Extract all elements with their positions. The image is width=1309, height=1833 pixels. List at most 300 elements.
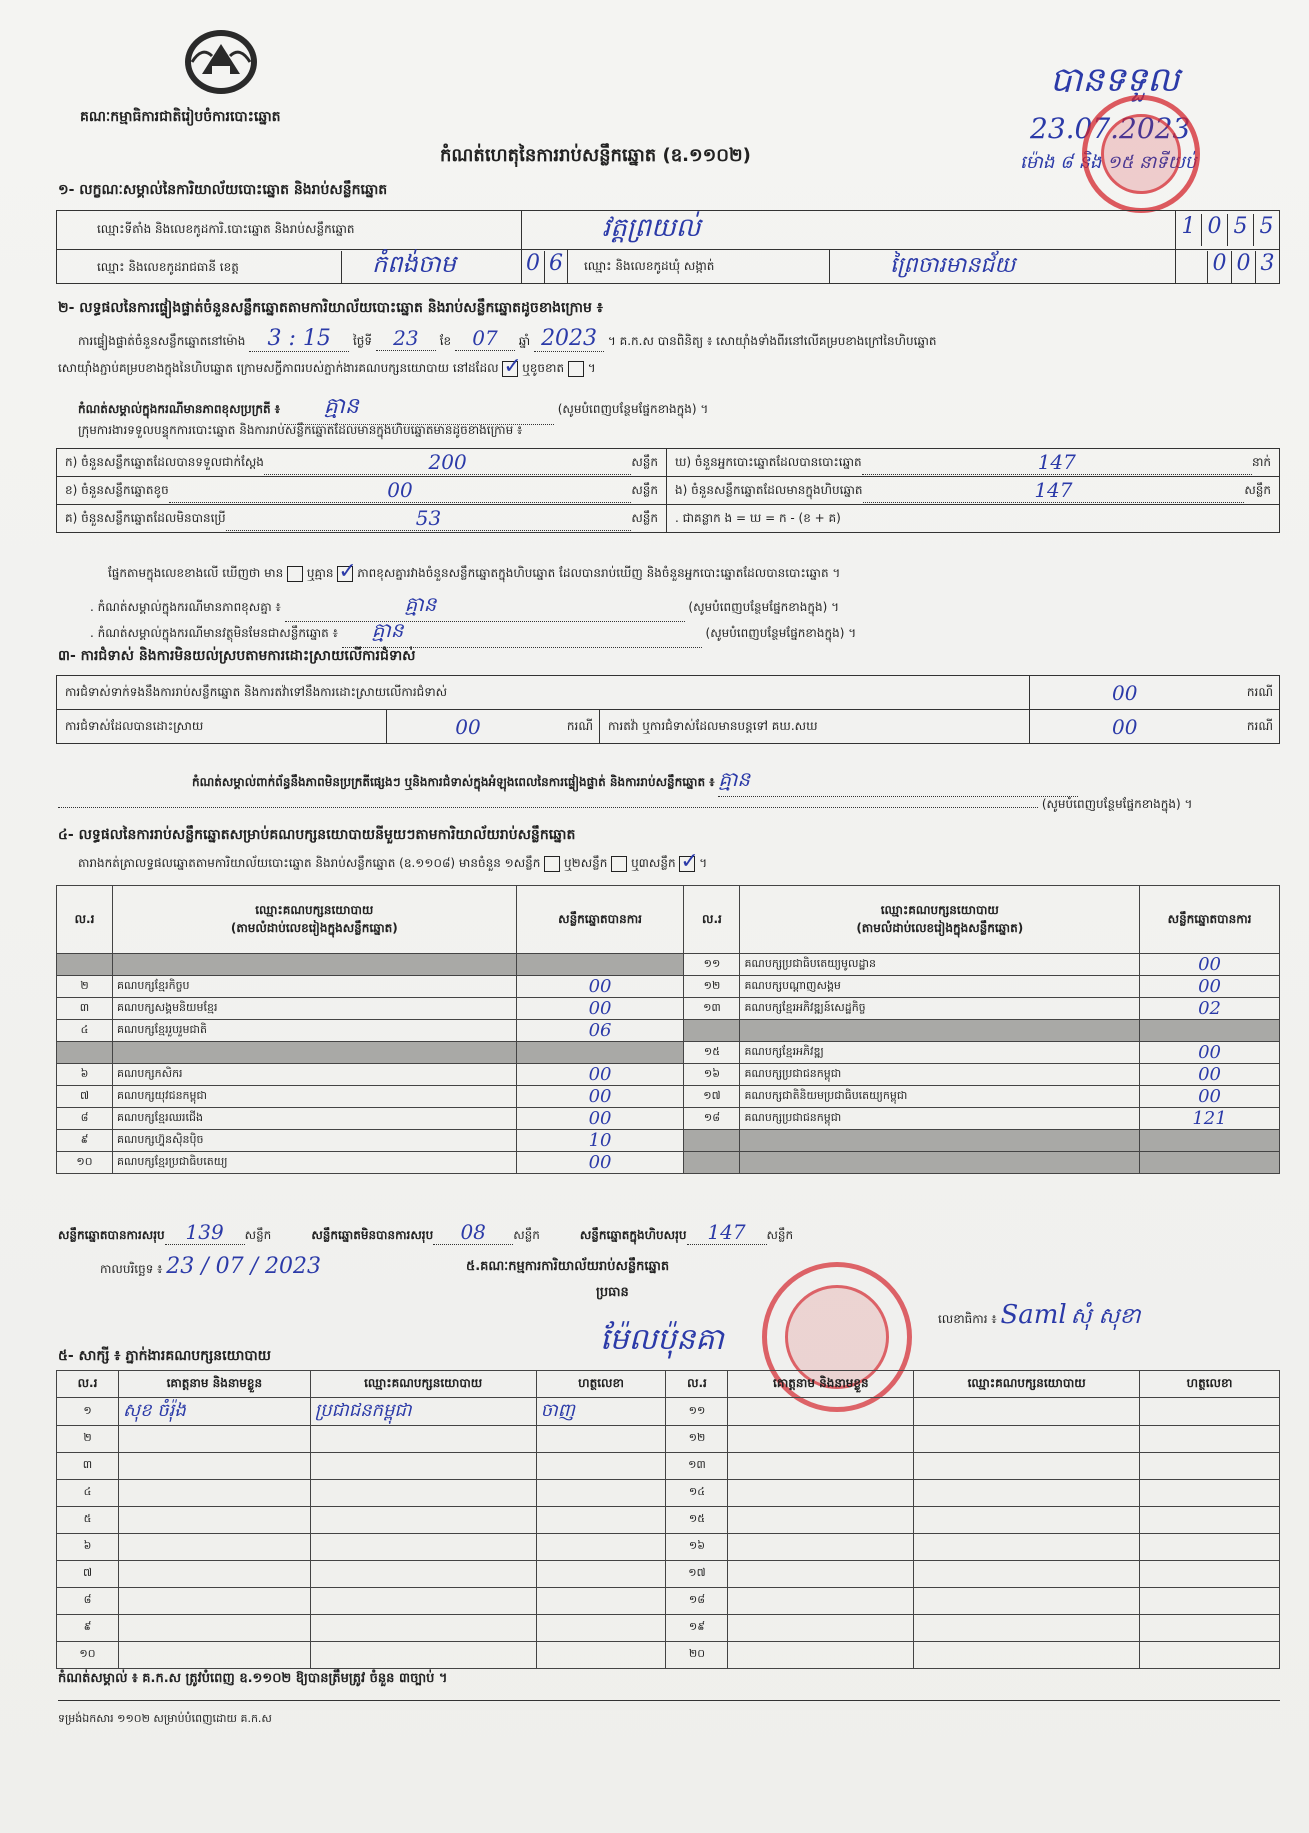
commune-value: ព្រៃចារមានជ័យ	[830, 250, 1176, 284]
discrepancy-line	[108, 565, 840, 583]
witness-name[interactable]	[728, 1615, 914, 1642]
count-unit: សន្លឹក	[631, 482, 658, 497]
witness-name[interactable]	[728, 1507, 914, 1534]
station-label: ឈ្មោះទីតាំង និងលេខកូដការិ.បោះឆ្នោត និងរាប់សន្លឹកឆ្នោត	[57, 211, 522, 250]
witness-no: ៥	[57, 1507, 119, 1534]
witness-name[interactable]	[728, 1453, 914, 1480]
witness-no: ៤	[57, 1480, 119, 1507]
witness-no: ៧	[57, 1561, 119, 1588]
party-no: ៩	[57, 1130, 113, 1152]
witness-sign[interactable]	[536, 1615, 666, 1642]
resolved-value: 00	[455, 714, 481, 739]
result-row	[57, 1064, 1280, 1086]
witness-party[interactable]	[310, 1588, 536, 1615]
province-value: កំពង់ចាម	[372, 250, 456, 278]
intact-checkbox[interactable]	[502, 361, 518, 377]
seal-text: សោយ៉ាំងភ្ជាប់គម្របខាងក្នុងនៃហិបឆ្នោត ក្រោមសក្ខីភាពរបស់ភ្នាក់ងារគណបក្សនយោបាយ នៅដដែល	[58, 361, 499, 375]
witness-no: ១២	[666, 1426, 728, 1453]
verification-text: ការផ្ទៀងផ្ទាត់ចំនួនសន្លឹកឆ្នោតនៅម៉ោង	[78, 334, 246, 348]
fill-note: (សូមបំពេញបន្ថែមផ្នែកខាងក្នុង) ។	[557, 402, 709, 416]
witness-no: ១៣	[666, 1453, 728, 1480]
count-value: 53	[226, 506, 632, 531]
party-no: ១០	[57, 1152, 113, 1174]
party-no: ១៧	[684, 1086, 740, 1108]
witness-name[interactable]	[728, 1588, 914, 1615]
one-sheet-checkbox[interactable]	[544, 856, 560, 872]
party-no: ៣	[57, 998, 113, 1020]
has-discrepancy-checkbox[interactable]	[287, 566, 303, 582]
footer-note: កំណត់សម្គាល់ ៖ គ.ក.ស ត្រូវបំពេញ ឧ.១១០២ ឱ្យបានត្រឹមត្រូវ ចំនួន ៣ច្បាប់ ។	[58, 1671, 448, 1686]
chair-signature: ម៉ែលប៉ុនគា	[600, 1322, 724, 1357]
count-unit: សន្លឹក	[631, 454, 658, 469]
party-votes: 00	[516, 998, 684, 1020]
verify-month: 07	[455, 326, 515, 351]
witness-party[interactable]	[310, 1561, 536, 1588]
witness-name[interactable]: សុខ ចំរ៉ុង	[118, 1398, 310, 1426]
party-votes: 00	[516, 1108, 684, 1130]
count-label-right: ង) ចំនួនសន្លឹកឆ្នោតដែលមានក្នុងហិបឆ្នោត	[675, 482, 863, 497]
party-votes	[516, 1042, 684, 1064]
form-title: កំណត់ហេតុនៃការរាប់សន្លឹកឆ្នោត (ឧ.១១០២)	[440, 145, 751, 166]
result-row	[57, 954, 1280, 976]
section1-heading: ១- លក្ខណៈសម្គាល់នៃការិយាល័យបោះឆ្នោត និងរាប់សន្លឹកឆ្នោត	[58, 182, 388, 198]
party-votes: 02	[1140, 998, 1280, 1020]
col-sign: ហត្ថលេខា	[1140, 1371, 1280, 1398]
party-no	[684, 1130, 740, 1152]
witness-sign[interactable]	[1140, 1534, 1280, 1561]
valid-total-label: សន្លឹកឆ្នោតបានការសរុប	[58, 1228, 165, 1242]
appeal-label: ការតវ៉ា ឬការជំទាស់ដែលមានបន្តទៅ គឃ.សឃ	[600, 710, 1030, 744]
witness-row	[57, 1534, 1280, 1561]
official-stamp-top	[1082, 95, 1200, 213]
witness-sign[interactable]	[1140, 1398, 1280, 1426]
section4-heading: ៤- លទ្ធផលនៃការរាប់សន្លឹកឆ្នោតសម្រាប់គណបក្សនយោបាយនីមួយៗតាមការិយាល័យរាប់សន្លឹកឆ្នោត	[58, 827, 576, 843]
party-name: គណបក្សយុវជនកម្ពុជា	[112, 1086, 516, 1108]
result-row	[57, 998, 1280, 1020]
count-value-right: 147	[863, 478, 1245, 503]
damaged-label: ឬខូចខាត	[522, 361, 565, 375]
witness-name[interactable]	[728, 1480, 914, 1507]
station-value: វត្តព្រយល់	[522, 211, 1176, 250]
objection-value: 00	[1030, 676, 1220, 710]
verify-year: 2023	[534, 326, 604, 352]
form-sheets-line: តារាងកត់ត្រាលទ្ធផលឆ្នោតតាមការិយាល័យបោះឆ្នោត និងរាប់សន្លឹកឆ្នោត (ឧ.១១០៨) មានចំនួន ១សន្លឹក ឬ២សន្លឹក ឬ៣សន្លឹក ✓ ។	[78, 855, 707, 873]
verification-text-end: ។ គ.ក.ស បានពិនិត្យ ៖ សោយ៉ាំងទាំងពីរនៅលើគម្របខាងក្រៅនៃហិបឆ្នោត	[607, 334, 937, 348]
foreign-object-value: គ្មាន	[342, 617, 702, 648]
province-code-digit: 6	[549, 250, 563, 276]
witness-party[interactable]	[310, 1507, 536, 1534]
witness-name[interactable]	[118, 1588, 310, 1615]
verify-time: 3 : 15	[249, 326, 349, 352]
party-votes	[1140, 1130, 1280, 1152]
witness-name[interactable]	[728, 1426, 914, 1453]
form-sheets-text: តារាងកត់ត្រាលទ្ធផលឆ្នោតតាមការិយាល័យបោះឆ្នោត និងរាប់សន្លឹកឆ្នោត (ឧ.១១០៨) មានចំនួន ១សន្លឹក	[78, 856, 541, 870]
station-code-digit: 1	[1176, 214, 1202, 246]
appeal-unit: ករណី	[1220, 710, 1280, 744]
witness-no: ១១	[666, 1398, 728, 1426]
witness-party[interactable]	[914, 1453, 1140, 1480]
count-value-right: 147	[862, 450, 1252, 475]
section3-note	[192, 766, 1078, 797]
party-name: គណបក្សប្រជាជនកម្ពុជា	[740, 1064, 1140, 1086]
irregularity-value: គ្មាន	[284, 392, 554, 425]
col-no: ល.រ	[684, 886, 740, 954]
witness-sign[interactable]	[536, 1534, 666, 1561]
count-row	[57, 477, 1280, 505]
party-name: គណបក្សខ្មែរអភិវឌ្ឍ	[740, 1042, 1140, 1064]
party-name: គណបក្សសង្គមនិយមខ្មែរ	[112, 998, 516, 1020]
party-name: គណបក្សខ្មែរអភិវឌ្ឍន៍សេដ្ឋកិច្ច	[740, 998, 1140, 1020]
party-votes: 00	[1140, 1064, 1280, 1086]
party-name: គណបក្សបណ្តាញសង្គម	[740, 976, 1140, 998]
party-votes: 00	[1140, 1042, 1280, 1064]
col-sign: ហត្ថលេខា	[536, 1371, 666, 1398]
col-no: ល.រ	[57, 1371, 119, 1398]
witness-party[interactable]	[914, 1480, 1140, 1507]
witness-row	[57, 1480, 1280, 1507]
witness-party[interactable]	[914, 1426, 1140, 1453]
party-name	[740, 1020, 1140, 1042]
verify-day: 23	[376, 326, 436, 351]
witness-sign[interactable]	[536, 1453, 666, 1480]
result-row	[57, 1152, 1280, 1174]
witness-row	[57, 1426, 1280, 1453]
secretary-name: សុំ សុខា	[1070, 1304, 1141, 1329]
witness-no: ១៥	[666, 1507, 728, 1534]
count-row	[57, 449, 1280, 477]
party-no: ៦	[57, 1064, 113, 1086]
unit-label: សន្លឹក	[244, 1228, 272, 1242]
witness-no: ៦	[57, 1534, 119, 1561]
col-party: ឈ្មោះគណបក្សនយោបាយ	[914, 1371, 1140, 1398]
section5-heading: ៥- សាក្សី ៖ ភ្នាក់ងារគណបក្សនយោបាយ	[58, 1348, 272, 1364]
witness-name[interactable]	[118, 1480, 310, 1507]
witness-name[interactable]	[728, 1534, 914, 1561]
box-total: 147	[687, 1220, 767, 1245]
witness-sign[interactable]	[1140, 1480, 1280, 1507]
party-votes: 121	[1140, 1108, 1280, 1130]
witness-no: ១៧	[666, 1561, 728, 1588]
witness-sign[interactable]	[1140, 1561, 1280, 1588]
party-no: ៤	[57, 1020, 113, 1042]
day-label: ថ្ងៃទី	[353, 334, 373, 348]
witness-row	[57, 1561, 1280, 1588]
fill-note: (សូមបំពេញបន្ថែមផ្នែកខាងក្នុង) ។	[688, 600, 839, 614]
witness-no: ១០	[57, 1642, 119, 1669]
ballot-count-table	[56, 448, 1280, 533]
result-row	[57, 1042, 1280, 1064]
party-name: គណបក្សជាតិនិយមប្រជាធិបតេយ្យកម្ពុជា	[740, 1086, 1140, 1108]
committee-title: ៥.គណៈកម្មការការិយាល័យរាប់សន្លឹកឆ្នោត	[466, 1259, 670, 1274]
verification-line	[78, 326, 937, 352]
witness-sign[interactable]: ចាញ	[536, 1398, 666, 1426]
objection-unit: ករណី	[1220, 676, 1280, 710]
witness-sign[interactable]	[1140, 1615, 1280, 1642]
two-sheets-checkbox[interactable]	[611, 856, 627, 872]
difference-value: គ្មាន	[285, 591, 685, 622]
witness-party[interactable]	[914, 1398, 1140, 1426]
secretary-signature: Saml	[1000, 1300, 1067, 1330]
witness-name[interactable]	[118, 1561, 310, 1588]
count-unit-right: សន្លឹក	[1244, 482, 1271, 497]
witness-name[interactable]	[728, 1642, 914, 1669]
party-name	[112, 954, 516, 976]
witness-row	[57, 1398, 1280, 1426]
witness-sign[interactable]	[536, 1480, 666, 1507]
witness-party[interactable]	[310, 1534, 536, 1561]
signing-date	[100, 1254, 321, 1279]
party-votes: 00	[516, 1086, 684, 1108]
witness-sign[interactable]	[1140, 1642, 1280, 1669]
party-no	[57, 954, 113, 976]
seal-line: សោយ៉ាំងភ្ជាប់គម្របខាងក្នុងនៃហិបឆ្នោត ក្រោមសក្ខីភាពរបស់ភ្នាក់ងារគណបក្សនយោបាយ នៅដដែល ✓ ឬខូចខាត ។	[58, 360, 596, 378]
witness-no: ៨	[57, 1588, 119, 1615]
witness-no: ១៤	[666, 1480, 728, 1507]
nec-logo	[182, 26, 260, 98]
witness-party[interactable]	[914, 1534, 1140, 1561]
col-name: គោត្តនាម និងនាមខ្លួន	[728, 1371, 914, 1398]
witness-party[interactable]	[914, 1642, 1140, 1669]
witness-no: ១៨	[666, 1588, 728, 1615]
party-votes: 00	[516, 976, 684, 998]
witness-no: ១៦	[666, 1534, 728, 1561]
party-no	[57, 1042, 113, 1064]
damaged-checkbox[interactable]	[568, 361, 584, 377]
appeal-value: 00	[1030, 710, 1220, 744]
no-discrepancy-label: ឬគ្មាន	[306, 566, 334, 580]
party-no: ១៣	[684, 998, 740, 1020]
station-code-digit: 0	[1202, 214, 1228, 246]
party-name	[740, 1130, 1140, 1152]
party-name: គណបក្សប្រជាធិបតេយ្យមូលដ្ឋាន	[740, 954, 1140, 976]
foreign-object-note	[90, 617, 856, 648]
col-party: ឈ្មោះគណបក្សនយោបាយ	[310, 1371, 536, 1398]
witness-sign[interactable]	[1140, 1453, 1280, 1480]
witness-party[interactable]	[310, 1642, 536, 1669]
witness-sign[interactable]	[1140, 1426, 1280, 1453]
witness-party[interactable]	[310, 1480, 536, 1507]
party-no: ១៨	[684, 1108, 740, 1130]
unit-label: សន្លឹក	[513, 1228, 540, 1242]
province-label: ឈ្មោះ និងលេខកូដរាជធានី ខេត្ត	[57, 251, 342, 283]
witness-name[interactable]	[118, 1615, 310, 1642]
party-no: ១៦	[684, 1064, 740, 1086]
result-row	[57, 1108, 1280, 1130]
party-no: ១២	[684, 976, 740, 998]
witness-sign[interactable]	[1140, 1588, 1280, 1615]
witness-table	[56, 1370, 1280, 1669]
foreign-object-label: . កំណត់សម្គាល់ក្នុងករណីមានវត្ថុមិនមែនជាសន្លឹកឆ្នោត ៖	[90, 626, 338, 640]
party-votes	[1140, 1152, 1280, 1174]
discrepancy-text-end: ភាពខុសគ្នារវាងចំនួនសន្លឹកឆ្នោតក្នុងហិបឆ្នោត ដែលបានរាប់ឃើញ និងចំនួនអ្នកបោះឆ្នោតដែលបានបោះឆ្នោត ។	[357, 566, 841, 580]
result-row	[57, 1020, 1280, 1042]
party-votes	[516, 954, 684, 976]
witness-sign[interactable]	[536, 1561, 666, 1588]
witness-no: ១៩	[666, 1615, 728, 1642]
result-row	[57, 1086, 1280, 1108]
party-no	[684, 1152, 740, 1174]
chair-label: ប្រធាន	[596, 1285, 629, 1300]
col-votes: សន្លឹកឆ្នោតបានការ	[516, 886, 684, 954]
section1-table	[56, 210, 1280, 284]
witness-sign[interactable]	[536, 1588, 666, 1615]
count-value: 200	[264, 450, 631, 475]
section2-heading: ២- លទ្ធផលនៃការផ្ទៀងផ្ទាត់ចំនួនសន្លឹកឆ្នោតតាមការិយាល័យបោះឆ្នោត និងរាប់សន្លឹកឆ្នោតដូចខាងក្រោម ៖	[58, 300, 603, 316]
three-sheets-checkbox[interactable]	[679, 856, 695, 872]
witness-no: ៣	[57, 1453, 119, 1480]
party-name	[740, 1152, 1140, 1174]
witness-row	[57, 1507, 1280, 1534]
org-name: គណៈកម្មាធិការជាតិរៀបចំការបោះឆ្នោត	[80, 109, 281, 125]
col-no: ល.រ	[666, 1371, 728, 1398]
received-time: ម៉ោង ៨ និង ១៥ នាទីយប់	[1020, 152, 1197, 173]
party-name: គណបក្សហ្វ៊ុនស៊ិនប៉ិច	[112, 1130, 516, 1152]
commune-code-digit: 0	[1231, 251, 1255, 283]
month-label: ខែ	[439, 334, 452, 348]
resolved-label: ការជំទាស់ដែលបានដោះស្រាយ	[57, 710, 387, 744]
province-code	[522, 250, 568, 284]
party-no: ៨	[57, 1108, 113, 1130]
irregularity-note	[78, 392, 708, 425]
witness-party[interactable]	[310, 1615, 536, 1642]
province-code-digit: 0	[522, 251, 545, 283]
section3-fill	[58, 796, 1192, 814]
objection-label: ការជំទាស់ទាក់ទងនឹងការរាប់សន្លឹកឆ្នោត និងការតវ៉ាទៅនឹងការដោះស្រាយលើការជំទាស់	[57, 676, 1030, 710]
party-votes: 00	[1140, 976, 1280, 998]
party-votes	[1140, 1020, 1280, 1042]
witness-no: ២០	[666, 1642, 728, 1669]
witness-sign[interactable]	[536, 1507, 666, 1534]
date-value: 23 / 07 / 2023	[166, 1254, 322, 1279]
witness-sign[interactable]	[536, 1642, 666, 1669]
secretary-line	[938, 1300, 1140, 1334]
witness-name[interactable]	[118, 1534, 310, 1561]
valid-total: 139	[165, 1220, 245, 1245]
irregularity-label: កំណត់សម្គាល់ក្នុងករណីមានភាពខុសប្រក្រតី ៖	[78, 402, 281, 416]
resolved-unit: ករណី	[566, 718, 593, 733]
witness-row	[57, 1588, 1280, 1615]
discrepancy-text: ផ្នែកតាមក្នុងលេខខាងលើ ឃើញថា មាន	[108, 566, 284, 580]
count-unit: សន្លឹក	[631, 510, 658, 525]
result-row	[57, 976, 1280, 998]
totals-line	[58, 1220, 1280, 1245]
form-note: ទម្រង់ឯកសារ ១១០២ សម្រាប់បំពេញដោយ គ.ក.ស	[58, 1712, 272, 1725]
difference-label: . កំណត់សម្គាល់ក្នុងករណីមានភាពខុសគ្នា ៖	[90, 600, 281, 614]
result-row	[57, 1130, 1280, 1152]
commune-code	[1176, 250, 1280, 284]
party-votes: 10	[516, 1130, 684, 1152]
witness-name[interactable]	[728, 1561, 914, 1588]
count-label-right: . ជាគន្លាក ង = ឃ = ក - (ខ + គ)	[675, 510, 841, 525]
box-total-label: សន្លឹកឆ្នោតក្នុងហិបសរុប	[579, 1228, 687, 1242]
section3-note-label: កំណត់សម្គាល់ពាក់ព័ន្ធនឹងភាពមិនប្រក្រតីផ្សេងៗ ឬនិងការជំទាស់ក្នុងអំឡុងពេលនៃការផ្ទៀងផ្ទាត់ និងការរាប់សន្លឹកឆ្នោត ៖	[192, 775, 715, 789]
fill-note: (សូមបំពេញបន្ថែមផ្នែកខាងក្នុង) ។	[705, 626, 857, 640]
party-votes: 06	[516, 1020, 684, 1042]
party-votes: 00	[516, 1064, 684, 1086]
party-no	[684, 1020, 740, 1042]
col-party: ឈ្មោះគណបក្សនយោបាយ (តាមលំដាប់លេខរៀងក្នុងសន្លឹកឆ្នោត)	[112, 886, 516, 954]
witness-no: ២	[57, 1426, 119, 1453]
witness-party[interactable]	[914, 1615, 1140, 1642]
count-row	[57, 505, 1280, 533]
witness-party[interactable]	[914, 1507, 1140, 1534]
section3-note-value: គ្មាន	[718, 766, 1078, 797]
two-sheets-label: ឬ២សន្លឹក	[564, 856, 608, 870]
witness-name[interactable]	[118, 1453, 310, 1480]
commune-label: ឈ្មោះ និងលេខកូដឃុំ សង្កាត់	[568, 250, 830, 284]
witness-sign[interactable]	[536, 1426, 666, 1453]
col-votes: សន្លឹកឆ្នោតបានការ	[1140, 886, 1280, 954]
party-votes: 00	[1140, 1086, 1280, 1108]
party-no: ២	[57, 976, 113, 998]
commune-code-digit: 3	[1255, 251, 1279, 283]
col-name: គោត្តនាម និងនាមខ្លួន	[118, 1371, 310, 1398]
fill-note: (សូមបំពេញបន្ថែមផ្នែកខាងក្នុង) ។	[1041, 797, 1193, 811]
witness-party[interactable]	[310, 1453, 536, 1480]
received-note: បានទទួល	[1050, 60, 1180, 100]
count-unit-right: នាក់	[1251, 454, 1271, 469]
witness-party[interactable]	[914, 1588, 1140, 1615]
section3-heading: ៣- ការជំទាស់ និងការមិនយល់ស្របតាមការដោះស្រាយលើការជំទាស់	[58, 648, 416, 664]
witness-no: ៩	[57, 1615, 119, 1642]
received-date: 23.07.2023	[1030, 112, 1191, 145]
count-label: ខ) ចំនួនសន្លឹកឆ្នោតខូច	[65, 482, 169, 497]
station-code-digit: 5	[1228, 214, 1254, 246]
witness-name[interactable]	[118, 1507, 310, 1534]
party-no: ៧	[57, 1086, 113, 1108]
witness-party[interactable]	[310, 1426, 536, 1453]
party-name: គណបក្សប្រជាជនកម្ពុជា	[740, 1108, 1140, 1130]
no-discrepancy-checkbox[interactable]	[337, 566, 353, 582]
party-name: គណបក្សខ្មែររួបរួមជាតិ	[112, 1020, 516, 1042]
witness-sign[interactable]	[1140, 1507, 1280, 1534]
invalid-total: 08	[433, 1220, 513, 1245]
count-label-right: ឃ) ចំនួនអ្នកបោះឆ្នោតដែលបានបោះឆ្នោត	[675, 454, 862, 469]
three-sheets-label: ឬ៣សន្លឹក	[631, 856, 676, 870]
party-votes: 00	[516, 1152, 684, 1174]
party-name	[112, 1042, 516, 1064]
date-label: កាលបរិច្ឆេទ ៖	[100, 1262, 163, 1276]
summary-intro: ក្រុមការងារទទួលបន្ទុកការបោះឆ្នោត និងការរាប់សន្លឹកឆ្នោតដែលមានក្នុងហិបឆ្នោតមានដូចខាងក្រោម ៖	[78, 423, 523, 437]
witness-name[interactable]	[118, 1426, 310, 1453]
witness-name[interactable]	[728, 1398, 914, 1426]
witness-party[interactable]: ប្រជាជនកម្ពុជា	[310, 1398, 536, 1426]
count-label: គ) ចំនួនសន្លឹកឆ្នោតដែលមិនបានប្រើ	[65, 510, 226, 525]
year-label: ឆ្នាំ	[518, 334, 531, 348]
party-no: ១៥	[684, 1042, 740, 1064]
count-label: ក) ចំនួនសន្លឹកឆ្នោតដែលបានទទួលជាក់ស្តែង	[65, 454, 264, 469]
col-no: ល.រ	[57, 886, 113, 954]
witness-name[interactable]	[118, 1642, 310, 1669]
witness-party[interactable]	[914, 1561, 1140, 1588]
party-name: គណបក្សខ្មែរឈរជើង	[112, 1108, 516, 1130]
party-name: គណបក្សខ្មែរកិច្ចប	[112, 976, 516, 998]
party-name: គណបក្សខ្មែរប្រជាធិបតេយ្យ	[112, 1152, 516, 1174]
party-name: គណបក្សកសិករ	[112, 1064, 516, 1086]
party-votes: 00	[1140, 954, 1280, 976]
results-table	[56, 885, 1280, 1174]
invalid-total-label: សន្លឹកឆ្នោតមិនបានការសរុប	[311, 1228, 434, 1242]
count-value: 00	[169, 478, 632, 503]
witness-row	[57, 1642, 1280, 1669]
commune-code-digit: 0	[1207, 251, 1231, 283]
col-party: ឈ្មោះគណបក្សនយោបាយ (តាមលំដាប់លេខរៀងក្នុងសន្លឹកឆ្នោត)	[740, 886, 1140, 954]
station-code	[1176, 211, 1280, 250]
unit-label: សន្លឹក	[766, 1228, 794, 1242]
witness-row	[57, 1615, 1280, 1642]
objection-table	[56, 675, 1280, 744]
secretary-label: លេខាធិការ ៖	[938, 1312, 997, 1326]
